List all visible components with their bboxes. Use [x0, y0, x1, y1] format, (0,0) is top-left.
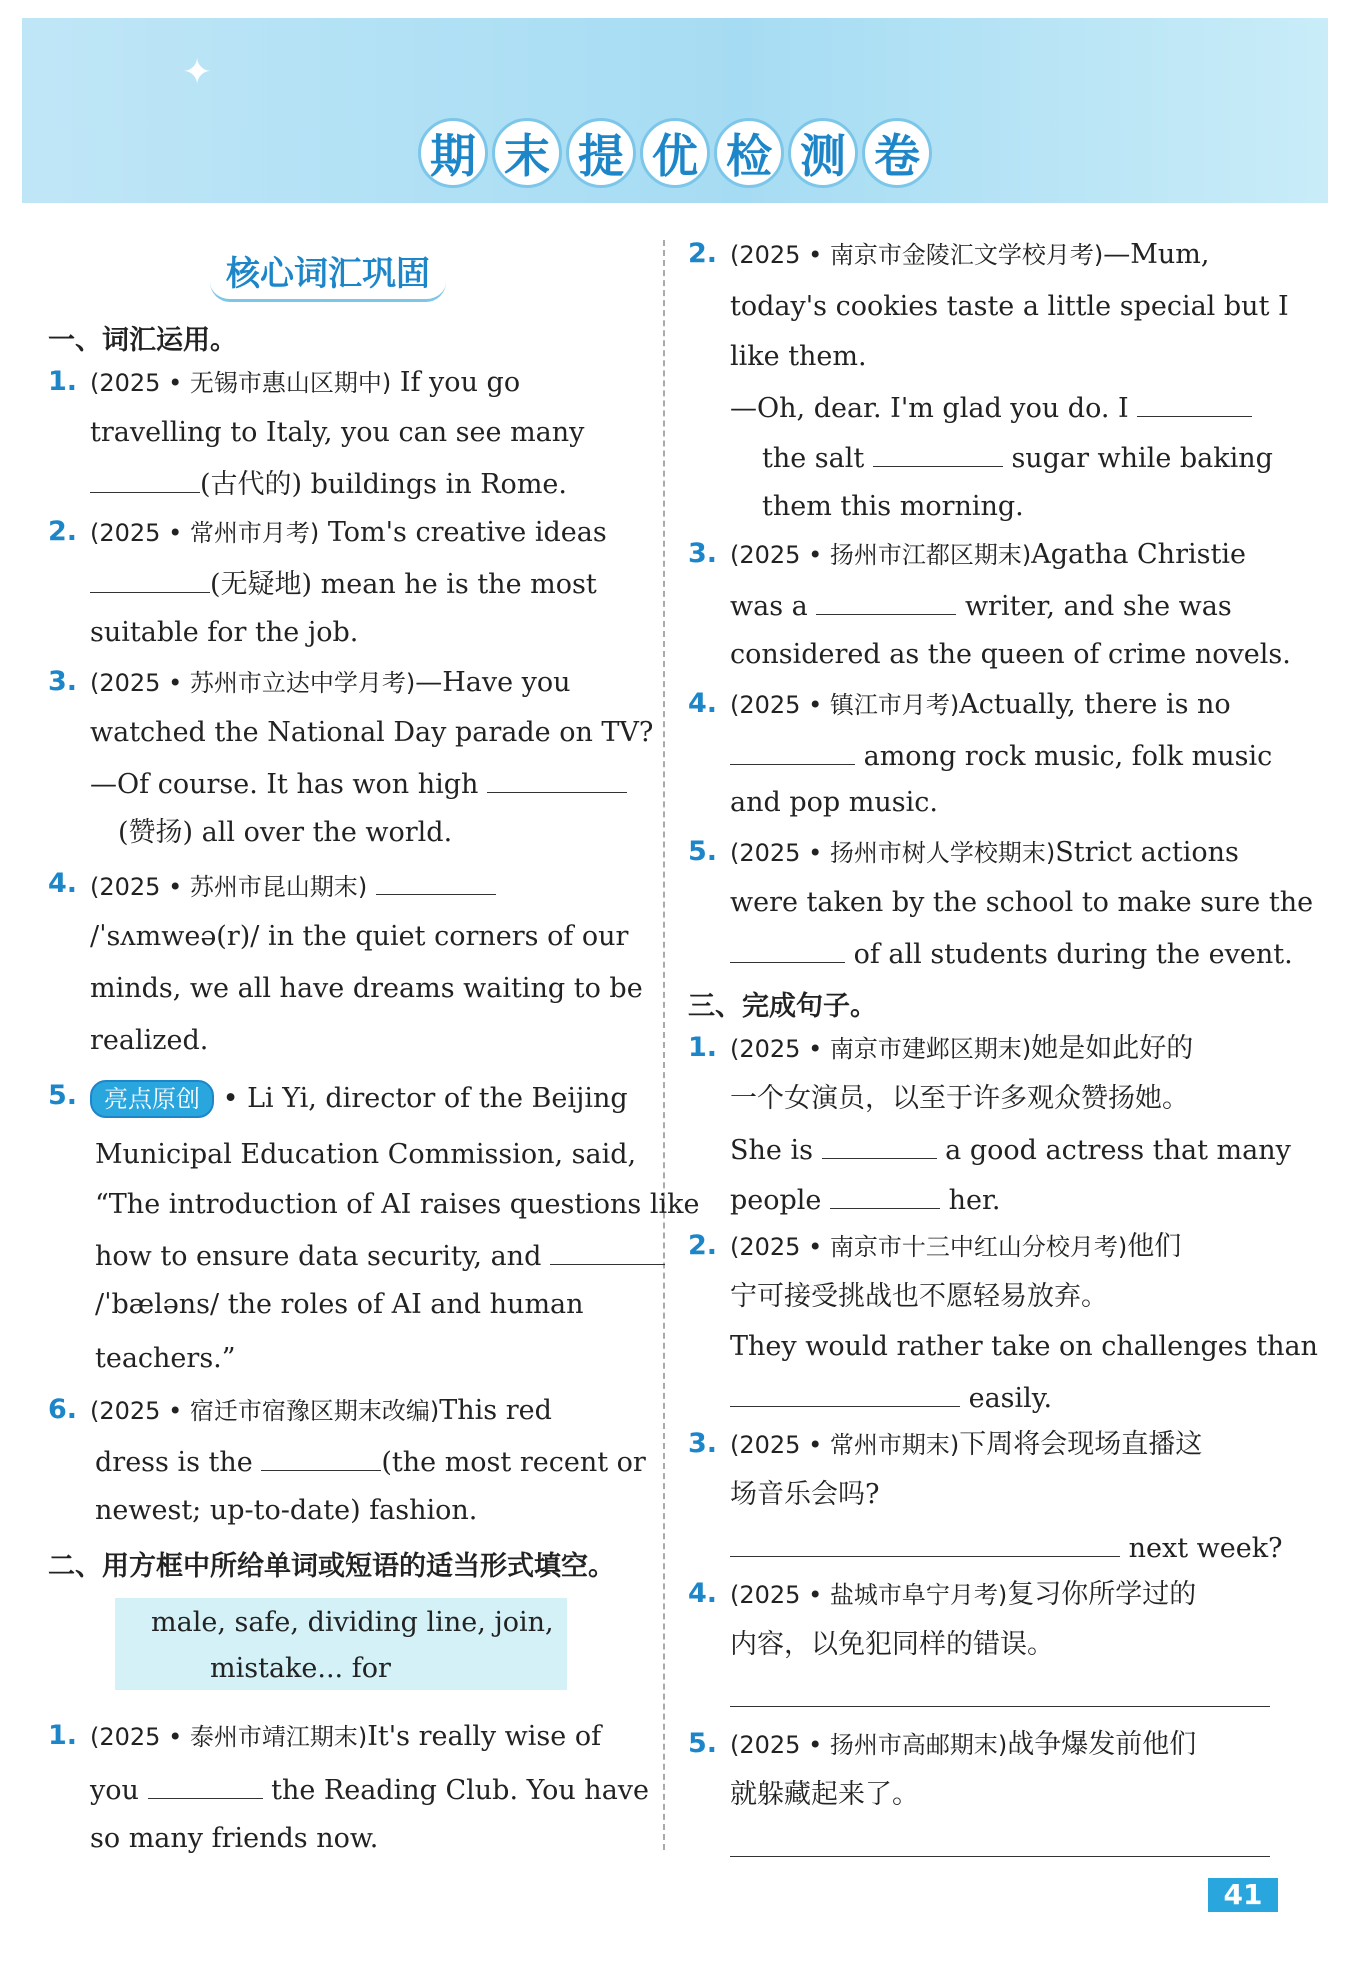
question-number: 4.: [48, 868, 78, 899]
question-number: 4.: [688, 1578, 718, 1609]
question-source: (2025 • 扬州市树人学校期末): [730, 839, 1056, 867]
section-heading-2: 二、用方框中所给单词或短语的适当形式填空。: [48, 1551, 615, 1582]
answer-blank[interactable]: [90, 566, 210, 593]
question-source: (2025 • 常州市期末): [730, 1431, 960, 1459]
question-number: 4.: [688, 688, 718, 719]
question-line: [730, 390, 1252, 426]
question-number: 5.: [688, 1728, 718, 1759]
question-line: minds, we all have dreams waiting to be: [90, 973, 643, 1004]
page-number: 41: [1208, 1878, 1278, 1912]
question-number: 3.: [688, 538, 718, 569]
answer-blank[interactable]: [1137, 390, 1252, 417]
answer-blank[interactable]: [873, 440, 1003, 467]
question-number: 2.: [48, 516, 78, 547]
word-box-line: male, safe, dividing line, join,: [151, 1607, 554, 1638]
question-line: watched the National Day parade on TV?: [90, 717, 654, 748]
answer-blank[interactable]: [376, 868, 496, 895]
question-line: [90, 1772, 649, 1808]
question-line: like them.: [730, 341, 867, 372]
answer-blank[interactable]: [730, 1380, 960, 1407]
text: next week?: [1128, 1533, 1283, 1564]
question-line: [730, 1132, 1291, 1168]
question-line: [95, 1238, 665, 1274]
text: —Have you: [415, 667, 571, 698]
answer-blank[interactable]: [730, 936, 845, 963]
question-number: 6.: [48, 1394, 78, 1425]
text: —Oh, dear. I'm glad you do. I: [730, 393, 1129, 424]
question-source: (2025 • 常州市月考): [90, 519, 320, 547]
question-line: [730, 1032, 1193, 1066]
text: her.: [948, 1185, 1001, 1216]
question-line: [90, 1394, 552, 1428]
question-line: and pop music.: [730, 787, 938, 818]
question-line: [730, 1680, 1270, 1716]
question-line: [730, 1830, 1270, 1866]
text: the salt: [762, 443, 865, 474]
question-line: travelling to Italy, you can see many: [90, 417, 585, 448]
text: If you go: [399, 367, 521, 398]
text: you: [90, 1775, 139, 1806]
answer-blank[interactable]: [830, 1182, 940, 1209]
question-line: [90, 1080, 628, 1118]
question-line: realized.: [90, 1025, 209, 1056]
text: 复习你所学过的: [1007, 1579, 1197, 1610]
title-char: 期: [418, 118, 488, 188]
question-line: [90, 566, 597, 602]
text: Actually, there is no: [959, 689, 1231, 720]
answer-blank[interactable]: [148, 1772, 263, 1799]
text: This red: [439, 1395, 552, 1426]
answer-blank[interactable]: [550, 1238, 665, 1265]
question-source: (2025 • 扬州市高邮期末): [730, 1731, 1008, 1759]
text: (无疑地) mean he is the most: [210, 569, 597, 600]
question-line: [90, 516, 607, 550]
question-number: 2.: [688, 238, 718, 269]
text: —Mum,: [1103, 239, 1210, 270]
text: Tom's creative ideas: [327, 517, 607, 548]
page-title: [22, 118, 1328, 188]
question-source: (2025 • 泰州市靖江期末): [90, 1723, 368, 1751]
question-line: [730, 738, 1272, 774]
question-line: [90, 466, 567, 502]
question-source: (2025 • 南京市建邺区期末): [730, 1035, 1032, 1063]
question-line: [730, 836, 1239, 870]
answer-blank[interactable]: [730, 738, 855, 765]
question-line: [730, 238, 1209, 272]
question-line: 内容，以免犯同样的错误。: [730, 1629, 1054, 1660]
question-line: them this morning.: [762, 491, 1024, 522]
section-heading-1: 一、词汇运用。: [48, 325, 237, 356]
question-line: [90, 1720, 601, 1754]
question-number: 1.: [48, 366, 78, 397]
text: sugar while baking: [1011, 443, 1273, 474]
question-number: 3.: [48, 666, 78, 697]
question-line: They would rather take on challenges than: [730, 1331, 1318, 1362]
question-line: 就躲藏起来了。: [730, 1779, 919, 1810]
question-number: 2.: [688, 1230, 718, 1261]
title-char: 卷: [862, 118, 932, 188]
question-line: /ˈbæləns/ the roles of AI and human: [95, 1289, 584, 1320]
text: 战争爆发前他们: [1007, 1729, 1197, 1760]
text: 他们: [1127, 1231, 1182, 1262]
text: was a: [730, 591, 808, 622]
question-line: [730, 1428, 1202, 1462]
title-char: 末: [492, 118, 562, 188]
text: how to ensure data security, and: [95, 1241, 542, 1272]
sparkle-icon: ✦: [182, 52, 213, 93]
text: • Li Yi, director of the Beijing: [222, 1083, 628, 1114]
question-source: (2025 • 镇江市月考): [730, 691, 960, 719]
question-source: (2025 • 南京市十三中红山分校月考): [730, 1233, 1128, 1261]
question-line: [730, 1182, 1001, 1218]
text: among rock music, folk music: [863, 741, 1273, 772]
question-line: /ˈsʌmweə(r)/ in the quiet corners of our: [90, 921, 629, 952]
text: easily.: [968, 1383, 1053, 1414]
question-source: (2025 • 苏州市昆山期末): [90, 873, 368, 901]
question-line: [730, 936, 1293, 972]
question-number: 3.: [688, 1428, 718, 1459]
question-source: (2025 • 盐城市阜宁月考): [730, 1581, 1008, 1609]
question-line: [90, 366, 520, 400]
question-source: (2025 • 无锡市惠山区期中): [90, 369, 392, 397]
question-line: “The introduction of AI raises questions like: [95, 1189, 700, 1220]
question-line: [90, 666, 571, 700]
title-char: 检: [714, 118, 784, 188]
answer-blank[interactable]: [822, 1132, 937, 1159]
text: It's really wise of: [367, 1721, 602, 1752]
question-line: [90, 766, 627, 802]
text: Agatha Christie: [1031, 539, 1246, 570]
question-line: [730, 1578, 1196, 1612]
answer-blank[interactable]: [487, 766, 627, 793]
question-line: (赞扬) all over the world.: [118, 817, 453, 848]
answer-blank[interactable]: [816, 588, 956, 615]
answer-blank[interactable]: [261, 1444, 381, 1471]
section-heading-3: 三、完成句子。: [688, 991, 877, 1022]
question-line: [762, 440, 1273, 476]
question-source: (2025 • 苏州市立达中学月考): [90, 669, 416, 697]
question-number: 1.: [48, 1720, 78, 1751]
question-line: [730, 1230, 1181, 1264]
text: people: [730, 1185, 822, 1216]
text: Strict actions: [1055, 837, 1239, 868]
question-number: 5.: [48, 1080, 78, 1111]
answer-blank[interactable]: [730, 1830, 1270, 1857]
question-line: [730, 1380, 1052, 1416]
text: She is: [730, 1135, 813, 1166]
text: writer, and she was: [964, 591, 1232, 622]
question-line: [730, 1530, 1283, 1566]
text: a good actress that many: [945, 1135, 1291, 1166]
text: (古代的) buildings in Rome.: [200, 469, 567, 500]
question-source: (2025 • 南京市金陵汇文学校月考): [730, 241, 1104, 269]
question-line: teachers.”: [95, 1343, 236, 1374]
question-line: suitable for the job.: [90, 617, 359, 648]
question-line: Municipal Education Commission, said,: [95, 1139, 637, 1170]
text: of all students during the event.: [853, 939, 1293, 970]
header-banner: [22, 18, 1328, 203]
text: 下周将会现场直播这: [959, 1429, 1203, 1460]
column-divider: [663, 240, 665, 1850]
text: 她是如此好的: [1031, 1033, 1194, 1064]
text: —Of course. It has won high: [90, 769, 479, 800]
text: (the most recent or: [381, 1447, 646, 1478]
question-line: considered as the queen of crime novels.: [730, 639, 1291, 670]
title-char: 提: [566, 118, 636, 188]
answer-blank[interactable]: [730, 1530, 1120, 1557]
title-char: 优: [640, 118, 710, 188]
question-number: 1.: [688, 1032, 718, 1063]
word-box: [115, 1598, 567, 1690]
text: dress is the: [95, 1447, 253, 1478]
question-line: 场音乐会吗?: [730, 1479, 880, 1510]
question-line: [95, 1444, 646, 1480]
question-line: [730, 588, 1232, 624]
question-line: [730, 688, 1231, 722]
section-title: 核心词汇巩固: [210, 246, 446, 302]
question-line: [730, 1728, 1196, 1762]
question-line: [730, 538, 1246, 572]
question-line: newest; up-to-date) fashion.: [95, 1495, 478, 1526]
question-line: so many friends now.: [90, 1823, 379, 1854]
question-source: (2025 • 扬州市江都区期末): [730, 541, 1032, 569]
question-line: were taken by the school to make sure the: [730, 887, 1314, 918]
question-line: 宁可接受挑战也不愿轻易放弃。: [730, 1281, 1108, 1312]
answer-blank[interactable]: [730, 1680, 1270, 1707]
question-line: today's cookies taste a little special but I: [730, 291, 1289, 322]
text: the Reading Club. You have: [271, 1775, 650, 1806]
answer-blank[interactable]: [90, 466, 200, 493]
question-source: (2025 • 宿迁市宿豫区期末改编): [90, 1397, 440, 1425]
question-line: 一个女演员，以至于许多观众赞扬她。: [730, 1083, 1189, 1114]
highlight-badge: 亮点原创: [90, 1080, 214, 1118]
word-box-line: mistake... for: [210, 1653, 391, 1684]
title-char: 测: [788, 118, 858, 188]
question-number: 5.: [688, 836, 718, 867]
question-line: [90, 868, 496, 904]
